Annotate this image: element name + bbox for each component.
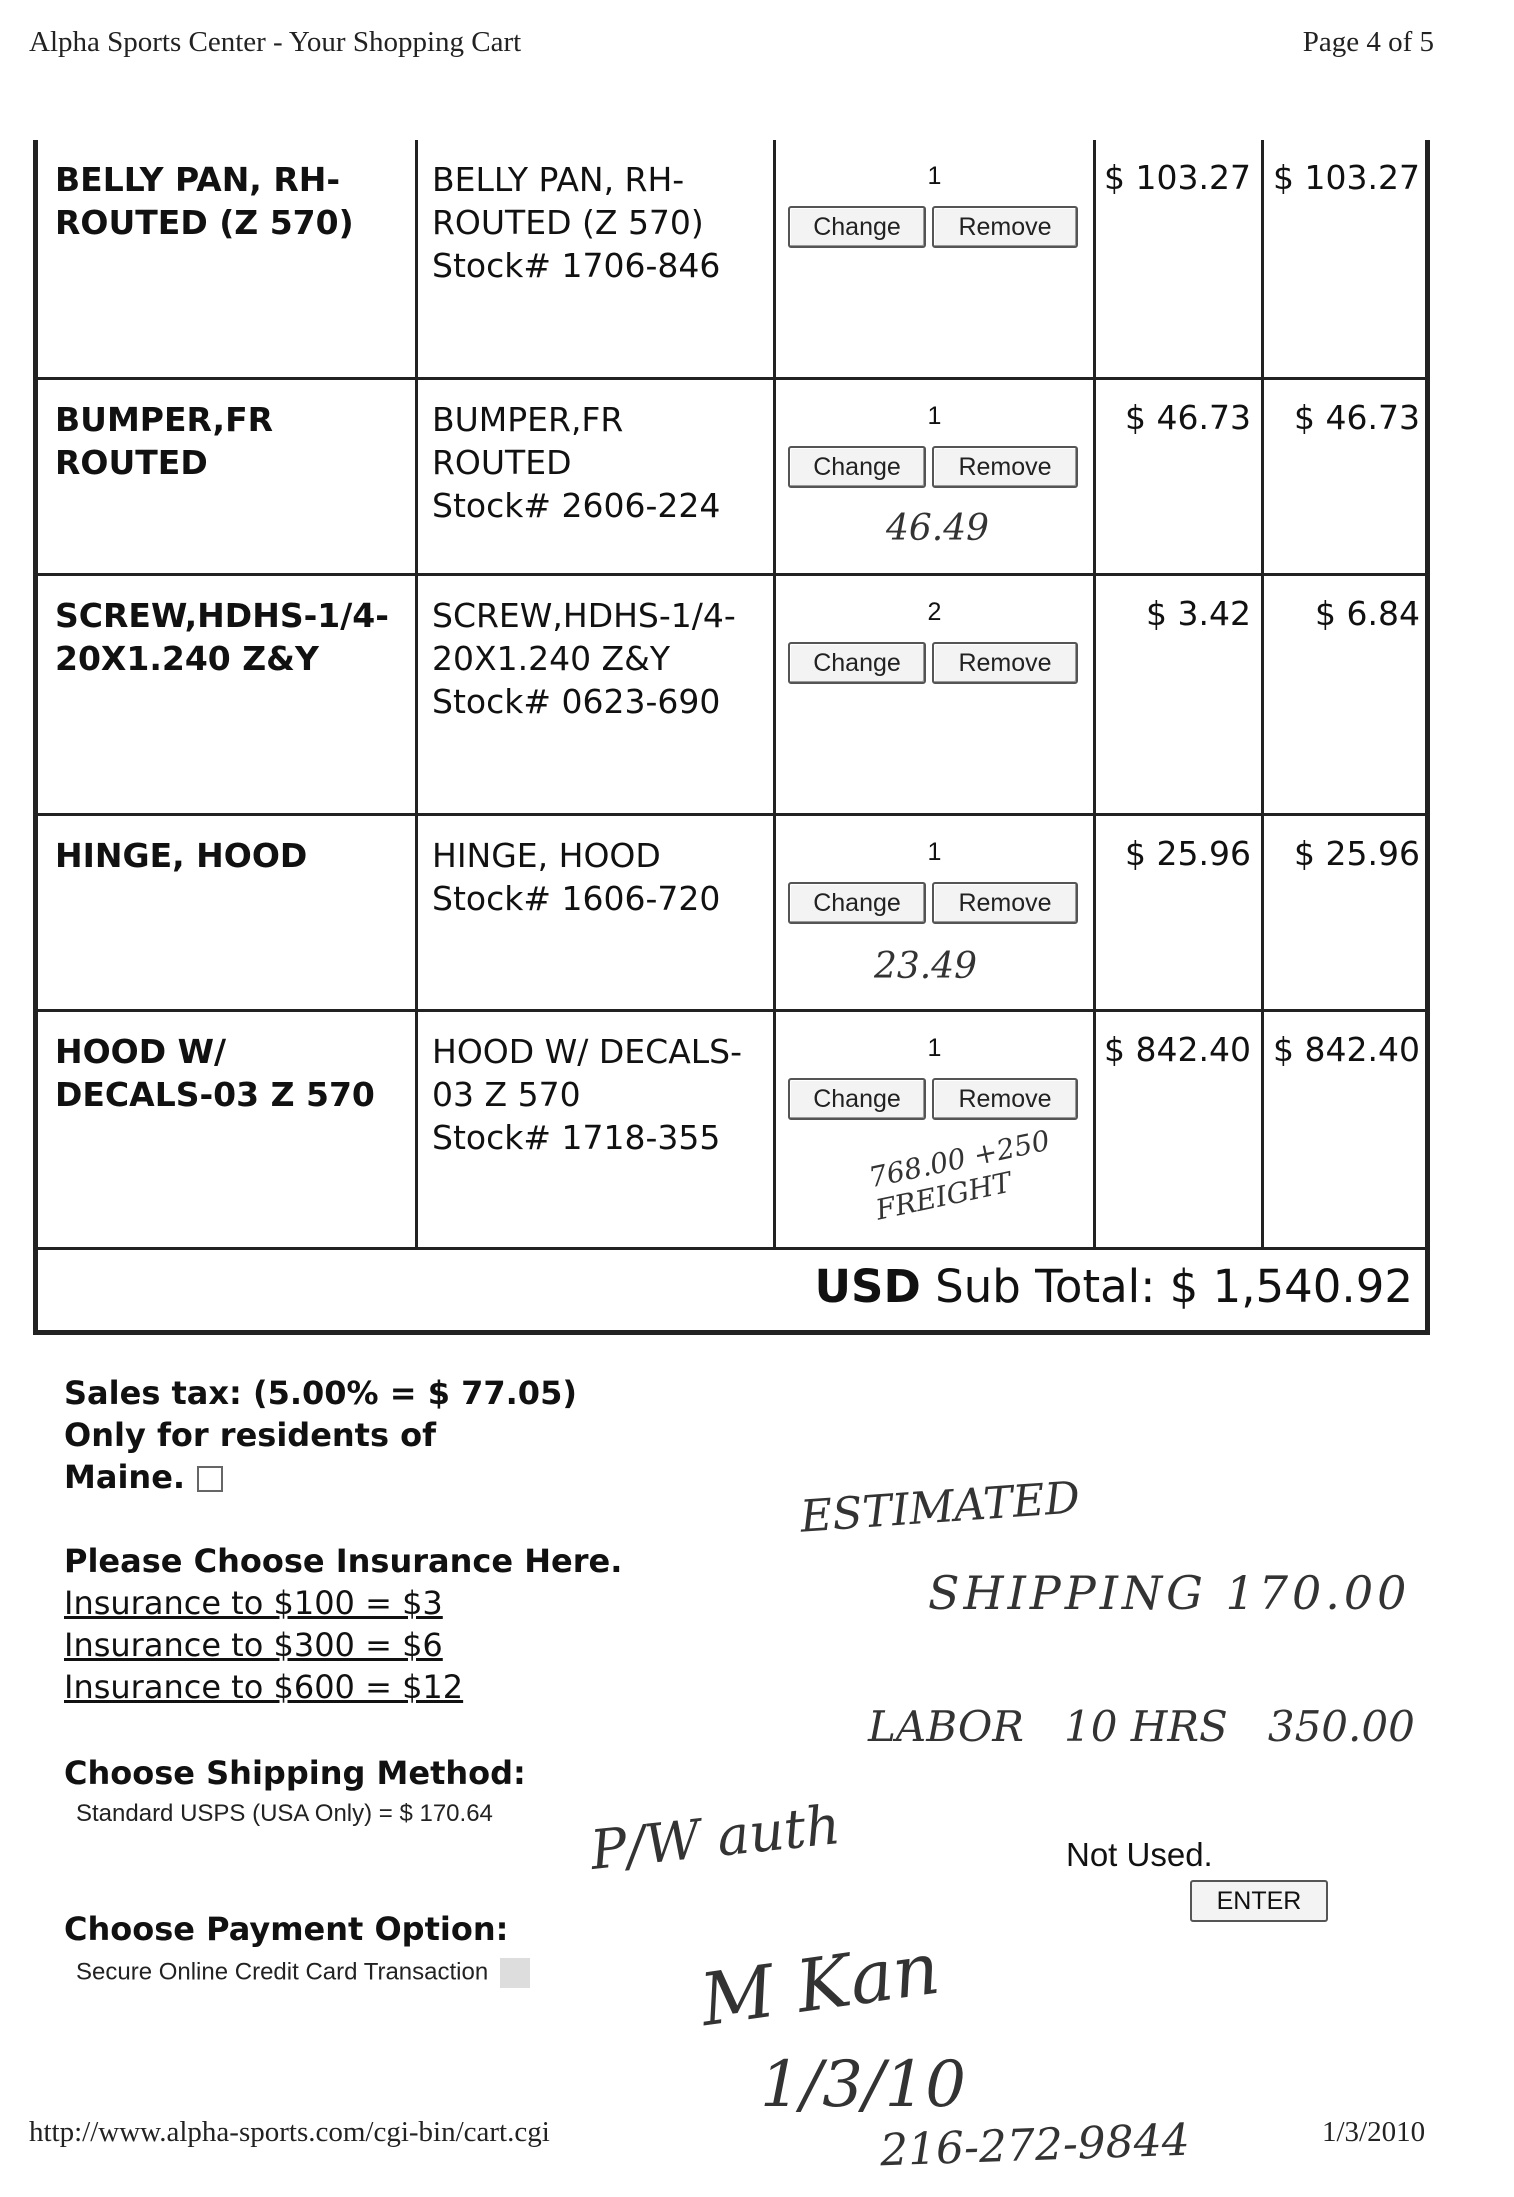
remove-button[interactable]: Remove — [932, 1078, 1078, 1120]
insurance-option-link[interactable]: Insurance to $100 = $3 — [64, 1584, 443, 1622]
change-button[interactable]: Change — [788, 1078, 926, 1120]
item-unit-price: $ 3.42 — [1146, 594, 1251, 633]
item-total-price: $ 25.96 — [1294, 834, 1420, 873]
table-row — [38, 140, 1425, 380]
item-description: HINGE, HOOD Stock# 1606-720 — [432, 836, 721, 918]
maine-resident-checkbox[interactable] — [197, 1466, 223, 1492]
item-quantity: 1 — [927, 838, 942, 866]
remove-button[interactable]: Remove — [932, 206, 1078, 248]
handwritten-labor: LABOR 10 HRS 350.00 — [868, 1702, 1415, 1751]
item-total-price: $ 6.84 — [1315, 594, 1420, 633]
shipping-option[interactable]: Standard USPS (USA Only) = $ 170.64 — [76, 1800, 493, 1827]
remove-button[interactable]: Remove — [932, 642, 1078, 684]
item-unit-price: $ 25.96 — [1125, 834, 1251, 873]
subtotal-currency: USD — [814, 1260, 921, 1313]
item-name: BELLY PAN, RH-ROUTED (Z 570) — [55, 160, 354, 242]
subtotal — [815, 1260, 1413, 1313]
subtotal-row — [38, 1246, 1425, 1330]
enter-button[interactable]: ENTER — [1190, 1880, 1328, 1922]
handwritten-price-note: 768.00 +250 FREIGHT — [866, 1123, 1053, 1227]
change-button[interactable]: Change — [788, 206, 926, 248]
handwritten-price-note: 46.49 — [886, 508, 990, 549]
footer-url: http://www.alpha-sports.com/cgi-bin/cart.cgi — [29, 2116, 550, 2148]
footer-date: 1/3/2010 — [1322, 2116, 1426, 2148]
item-description: SCREW,HDHS-1/4-20X1.240 Z&Y Stock# 0623-690 — [432, 596, 736, 721]
table-row — [38, 380, 1425, 576]
item-name: HOOD W/ DECALS-03 Z 570 — [55, 1032, 375, 1114]
insurance-option-link[interactable]: Insurance to $300 = $6 — [64, 1626, 443, 1664]
payment-heading: Choose Payment Option: — [64, 1910, 509, 1948]
item-quantity: 1 — [927, 1034, 942, 1062]
item-description: BELLY PAN, RH-ROUTED (Z 570) Stock# 1706-846 — [432, 160, 721, 285]
change-button[interactable]: Change — [788, 642, 926, 684]
change-button[interactable]: Change — [788, 446, 926, 488]
item-name: SCREW,HDHS-1/4-20X1.240 Z&Y — [55, 596, 389, 678]
item-quantity: 2 — [927, 598, 942, 626]
insurance-option-link[interactable]: Insurance to $600 = $12 — [64, 1668, 464, 1706]
remove-button[interactable]: Remove — [932, 446, 1078, 488]
handwritten-date: 1/3/10 — [760, 2048, 966, 2122]
handwritten-estimated: ESTIMATED — [798, 1472, 1082, 1543]
sales-tax-state: Maine. — [64, 1456, 223, 1498]
table-row — [38, 816, 1425, 1012]
payment-option[interactable]: Secure Online Credit Card Transaction — [76, 1958, 530, 1988]
subtotal-label: Sub Total: — [935, 1260, 1156, 1313]
not-used-label: Not Used. — [1066, 1836, 1213, 1873]
item-total-price: $ 842.40 — [1273, 1030, 1420, 1069]
item-unit-price: $ 842.40 — [1104, 1030, 1251, 1069]
item-unit-price: $ 103.27 — [1104, 158, 1251, 197]
shipping-heading: Choose Shipping Method: — [64, 1754, 526, 1792]
item-stock: Stock# 0623-690 — [432, 682, 721, 721]
change-button[interactable]: Change — [788, 882, 926, 924]
insurance-heading: Please Choose Insurance Here. — [64, 1542, 623, 1580]
payment-select-icon[interactable] — [500, 1958, 530, 1988]
handwritten-phone: 216-272-9844 — [879, 2114, 1191, 2177]
table-row — [38, 576, 1425, 816]
table-row — [38, 1012, 1425, 1250]
handwritten-shipping: SHIPPING 170.00 — [928, 1566, 1411, 1620]
subtotal-value: $ 1,540.92 — [1169, 1260, 1413, 1313]
remove-button[interactable]: Remove — [932, 882, 1078, 924]
item-description: HOOD W/ DECALS-03 Z 570 Stock# 1718-355 — [432, 1032, 743, 1157]
item-stock: Stock# 1606-720 — [432, 879, 721, 918]
handwritten-signature: M Kan — [695, 1925, 945, 2043]
item-stock: Stock# 2606-224 — [432, 486, 721, 525]
sales-tax-note: Only for residents of — [64, 1416, 437, 1454]
item-quantity: 1 — [927, 402, 942, 430]
sales-tax-line: Sales tax: (5.00% = $ 77.05) — [64, 1374, 577, 1412]
page-number: Page 4 of 5 — [1302, 26, 1434, 58]
item-total-price: $ 46.73 — [1294, 398, 1420, 437]
item-quantity: 1 — [927, 162, 942, 190]
item-description: BUMPER,FR ROUTED Stock# 2606-224 — [432, 400, 721, 525]
item-stock: Stock# 1718-355 — [432, 1118, 721, 1157]
handwritten-price-note: 23.49 — [874, 946, 978, 987]
item-name: HINGE, HOOD — [55, 836, 308, 875]
cart-table — [33, 140, 1430, 1335]
handwritten-auth: P/W auth — [587, 1793, 844, 1882]
page-header-title: Alpha Sports Center - Your Shopping Cart — [29, 26, 522, 58]
item-name: BUMPER,FR ROUTED — [55, 400, 274, 482]
item-unit-price: $ 46.73 — [1125, 398, 1251, 437]
item-stock: Stock# 1706-846 — [432, 246, 721, 285]
item-total-price: $ 103.27 — [1273, 158, 1420, 197]
